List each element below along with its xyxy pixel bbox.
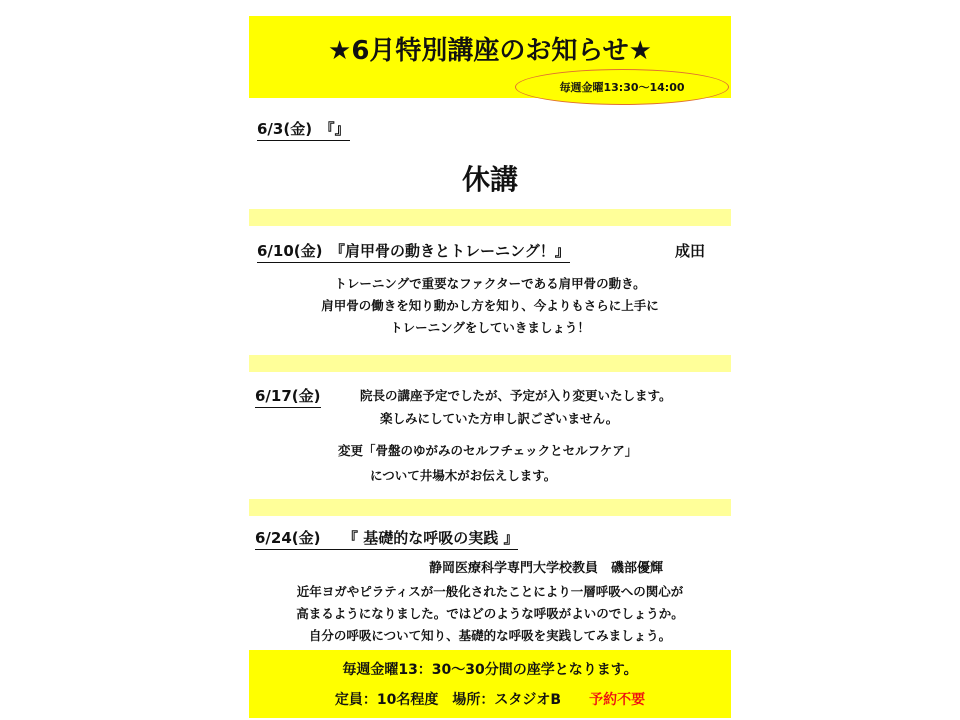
session-3-line: について井場木がお伝えします。 bbox=[370, 468, 557, 483]
footer-schedule: 毎週金曜13：30～30分間の座学となります。 bbox=[342, 662, 638, 678]
flyer bbox=[249, 14, 731, 718]
session-3-line: 変更「骨盤のゆがみのセルフチェックとセルフケア」 bbox=[338, 443, 638, 458]
description-line: 高まるようになりました。ではどのような呼吸がよいのでしょうか。 bbox=[296, 606, 684, 621]
session-2-speaker: 成田 bbox=[675, 242, 706, 260]
session-4-speaker: 静岡医療科学専門大学校教員 磯部優輝 bbox=[429, 561, 664, 576]
description-line: 近年ヨガやピラティスが一般化されたことにより一層呼吸への関心が bbox=[296, 584, 684, 599]
session-3-line: 院長の講座予定でしたが、予定が入り変更いたします。 bbox=[360, 388, 672, 403]
session-1-date-title: 6/3(金) 『』 bbox=[257, 118, 350, 141]
description-line: トレーニングで重要なファクターである肩甲骨の動き。 bbox=[334, 276, 646, 291]
footer-capacity-location: 定員：10名程度 場所：スタジオB bbox=[334, 692, 562, 708]
header-banner bbox=[249, 16, 731, 98]
page-title: ★6月特別講座のお知らせ★ bbox=[328, 36, 652, 66]
description-line: 肩甲骨の働きを知り動かし方を知り、今よりもさらに上手に bbox=[321, 298, 659, 313]
session-3-line: 楽しみにしていた方申し訳ございません。 bbox=[380, 411, 619, 426]
section-divider bbox=[249, 209, 731, 226]
description-line: トレーニングをしていきましょう！ bbox=[390, 320, 590, 335]
session-1-status: 休講 bbox=[461, 163, 518, 196]
schedule-badge: 毎週金曜13:30～14:00 bbox=[515, 69, 729, 105]
session-4-description bbox=[249, 581, 731, 647]
description-line: 自分の呼吸について知り、基礎的な呼吸を実践してみましょう。 bbox=[308, 628, 672, 643]
session-2-description bbox=[249, 273, 731, 339]
footer-banner bbox=[249, 650, 731, 718]
session-2-date-title: 6/10(金) 『肩甲骨の動きとトレーニング！』 bbox=[257, 240, 570, 263]
session-3-date-title: 6/17(金) bbox=[255, 385, 321, 408]
footer-details bbox=[249, 689, 731, 709]
section-divider bbox=[249, 499, 731, 516]
reservation-note: 予約不要 bbox=[589, 692, 646, 708]
session-4-date-title: 6/24(金) 『 基礎的な呼吸の実践 』 bbox=[255, 527, 518, 550]
section-divider bbox=[249, 355, 731, 372]
